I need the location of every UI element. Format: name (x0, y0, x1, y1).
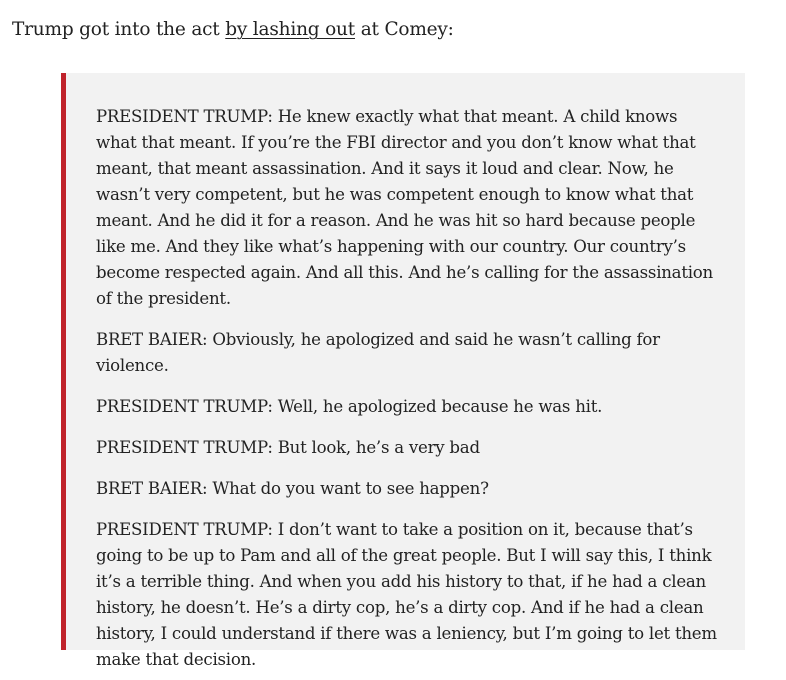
intro-paragraph (12, 16, 772, 44)
quote-paragraph-5: BRET BAIER: What do you want to see happen? (96, 479, 489, 498)
lashing-out-link[interactable]: by lashing out (225, 19, 356, 40)
quote-paragraph-1: PRESIDENT TRUMP: He knew exactly what that meant. A child knows what that meant. If you’re the FBI director and you don’t know what that meant, that meant assassination. And it says it loud and clear. Now, he wasn’t very competent, but he was competent enough to know what that meant. And he did it for a reason. And he was hit so hard because people like me. And they like what’s happening with our country. Our country’s become respected again. And all this. And he’s calling for the assassination of the president. (96, 107, 713, 308)
intro-text-before: Trump got into the act (12, 19, 226, 40)
intro-text-after: at Comey: (355, 19, 454, 40)
transcript-blockquote (61, 73, 745, 669)
quote-paragraph-6: PRESIDENT TRUMP: I don’t want to take a position on it, because that’s going to be up to Pam and all of the great people. But I will say this, I think it’s a terrible thing. And when you add his history to that, if he had a clean history, he doesn’t. He’s a dirty cop, he’s a dirty cop. And if he had a clean history, I could understand if there was a leniency, but I’m going to let them make that decision. (96, 520, 717, 669)
quote-paragraph-4: PRESIDENT TRUMP: But look, he’s a very bad (96, 438, 480, 457)
quote-paragraph-3: PRESIDENT TRUMP: Well, he apologized because he was hit. (96, 397, 603, 416)
quote-paragraph-2: BRET BAIER: Obviously, he apologized and said he wasn’t calling for violence. (96, 330, 660, 375)
